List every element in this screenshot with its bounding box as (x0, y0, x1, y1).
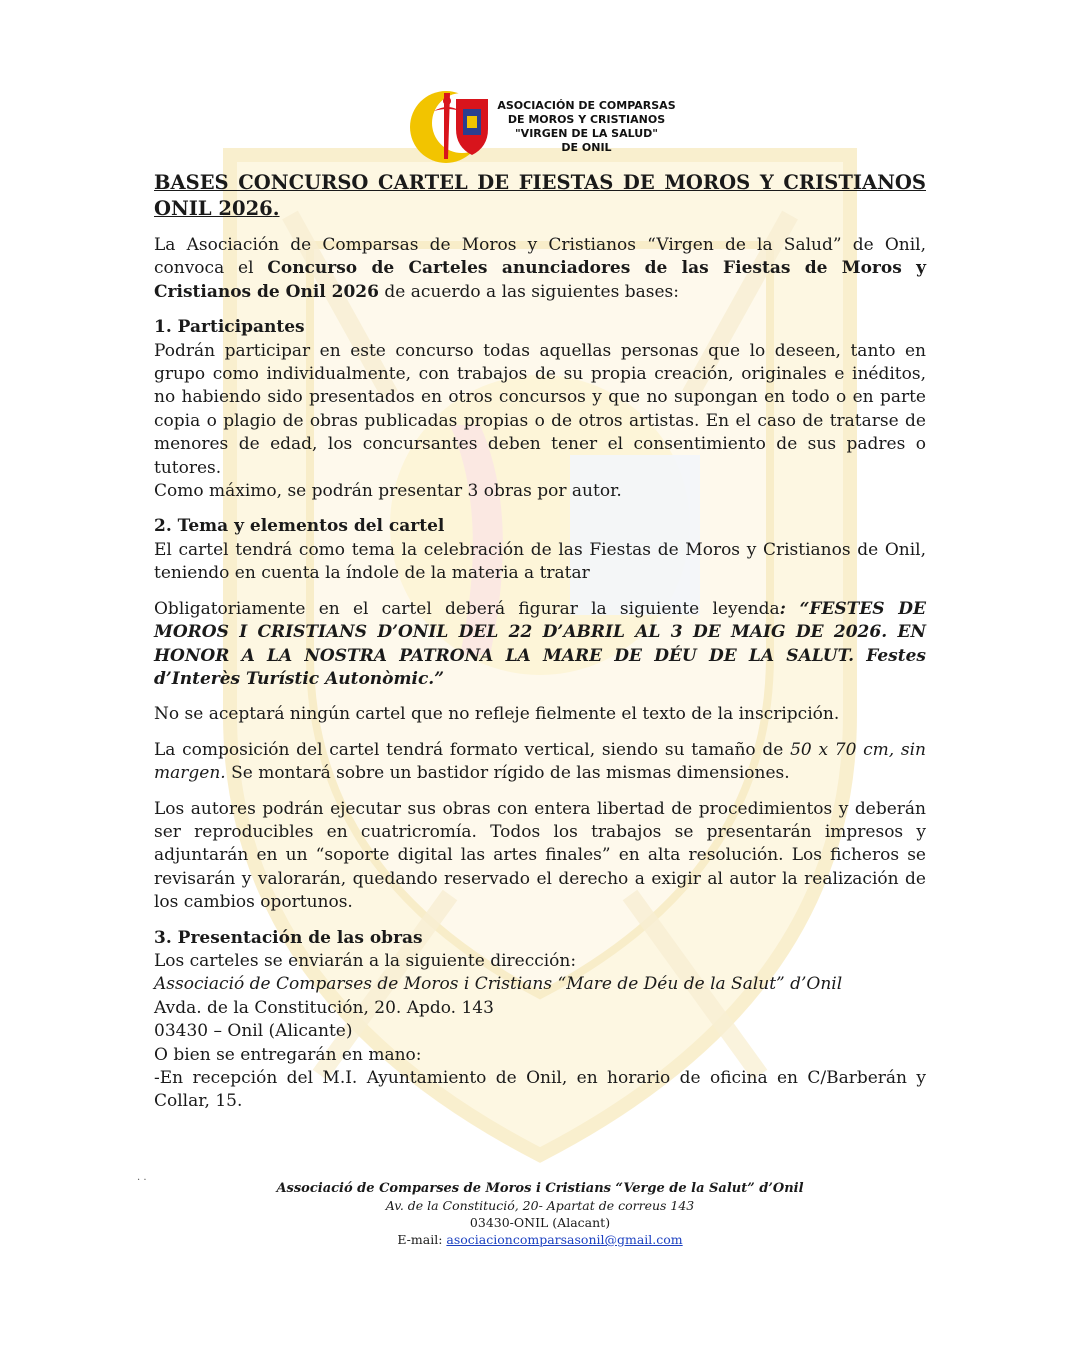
submission-line-townhall: -En recepción del M.I. Ayuntamiento de Onil, en horario de oficina en C/Barberán y Collar, 15. (154, 1068, 926, 1112)
legend-paragraph (154, 598, 926, 692)
submission-line-1: Los carteles se enviarán a la siguiente dirección: (154, 950, 577, 971)
org-line-3: "VIRGEN DE LA SALUD" (514, 127, 659, 140)
intro-paragraph (154, 234, 926, 304)
footer-address: Av. de la Constitució, 20- Apartat de correus 143 (385, 1198, 695, 1213)
legend-intro: Obligatoriamente en el cartel deberá figurar la siguiente leyenda (154, 598, 780, 619)
intro-text-1: La Asociación de Comparsas de Moros y Cristianos “Virgen de la Salud” de Onil, convoca el (154, 235, 926, 279)
format-size: 50 x 70 cm, sin margen. (154, 739, 927, 784)
submission-address-city: 03430 – Onil (Alicante) (154, 1021, 353, 1042)
stray-dots: . . (137, 1172, 147, 1183)
org-line-1: ASOCIACIÓN DE COMPARSAS (497, 99, 676, 112)
section-heading-theme: 2. Tema y elementos del cartel (154, 516, 445, 537)
footer-email-label: E-mail: (397, 1232, 447, 1247)
submission-line-hand: O bien se entregarán en mano: (154, 1044, 422, 1065)
participants-paragraph: Podrán participar en este concurso todas aquellas personas que lo deseen, tanto en grupo como individualmente, con trabajos de su propia creación, originales e inéditos, no habiendo sido presentados en otros concursos y que no supongan en todo o en parte copia o plagio de obras publicadas propias o de otros artistas. En el caso de tratarse de menores de edad, los concursantes deben tener el consentimiento de sus padres o tutores. (154, 340, 926, 478)
footer-city: 03430-ONIL (Alacant) (469, 1215, 611, 1230)
intro-contest-name: Concurso de Carteles anunciadores de las Fiestas de Moros y Cristianos de Onil 2026 (154, 258, 926, 302)
intro-text-2: de acuerdo a las siguientes bases: (378, 281, 679, 302)
document-page (154, 80, 926, 1114)
org-line-2: DE MOROS Y CRISTIANOS (507, 113, 666, 126)
org-line-4: DE ONIL (561, 141, 612, 154)
format-text-2: Se montará sobre un bastidor rígido de las mismas dimensiones. (225, 763, 790, 784)
page-footer (0, 1180, 1080, 1248)
authors-paragraph: Los autores podrán ejecutar sus obras con entera libertad de procedimientos y deberán ser reproducibles en cuatricromía. Todos los trabajos se presentarán impresos y adjuntarán en un “soporte digital las artes finales” en alta resolución. Los ficheros se revisarán y valorarán, quedando reservado el derecho a exigir al autor la realización de los cambios oportunos. (154, 798, 926, 913)
format-paragraph (154, 739, 926, 786)
title-text: BASES CONCURSO CARTEL DE FIESTAS DE MOROS Y CRISTIANOS ONIL 2026 (154, 171, 926, 220)
section-heading-participants: 1. Participantes (154, 317, 305, 338)
required-legend-text: : “FESTES DE MOROS I CRISTIANS D’ONIL DEL 22 D’ABRIL AL 3 DE MAIG DE 2026. EN HONOR A LA NOSTRA PATRONA LA MARE DE DÉU DE LA SALUT. Festes d’Interès Turístic Autonòmic.” (154, 598, 926, 689)
footer-org-name: Associació de Comparses de Moros i Cristians “Verge de la Salut” d’Onil (276, 1181, 804, 1196)
submission-address-org: Associació de Comparses de Moros i Cristians “Mare de Déu de la Salut” d’Onil (154, 974, 843, 995)
max-works-line: Como máximo, se podrán presentar 3 obras por autor. (154, 481, 622, 502)
footer-email-link[interactable]: asociacioncomparsasonil@gmail.com (446, 1232, 683, 1247)
footer-email-line (0, 1231, 1080, 1248)
title-period: . (272, 197, 280, 220)
association-logo-icon (404, 85, 499, 165)
document-title (154, 170, 926, 222)
letterhead-org-name (497, 99, 675, 155)
format-text-1: La composición del cartel tendrá formato vertical, siendo su tamaño de (154, 739, 791, 760)
submission-address-street: Avda. de la Constitución, 20. Apdo. 143 (154, 997, 494, 1018)
section-heading-submission: 3. Presentación de las obras (154, 927, 423, 948)
theme-paragraph: El cartel tendrá como tema la celebración de las Fiestas de Moros y Cristianos de Onil, teniendo en cuenta la índole de la materia a tratar (154, 539, 926, 584)
letterhead (154, 80, 926, 170)
no-accept-paragraph: No se aceptará ningún cartel que no refleje fielmente el texto de la inscripción. (154, 704, 840, 725)
